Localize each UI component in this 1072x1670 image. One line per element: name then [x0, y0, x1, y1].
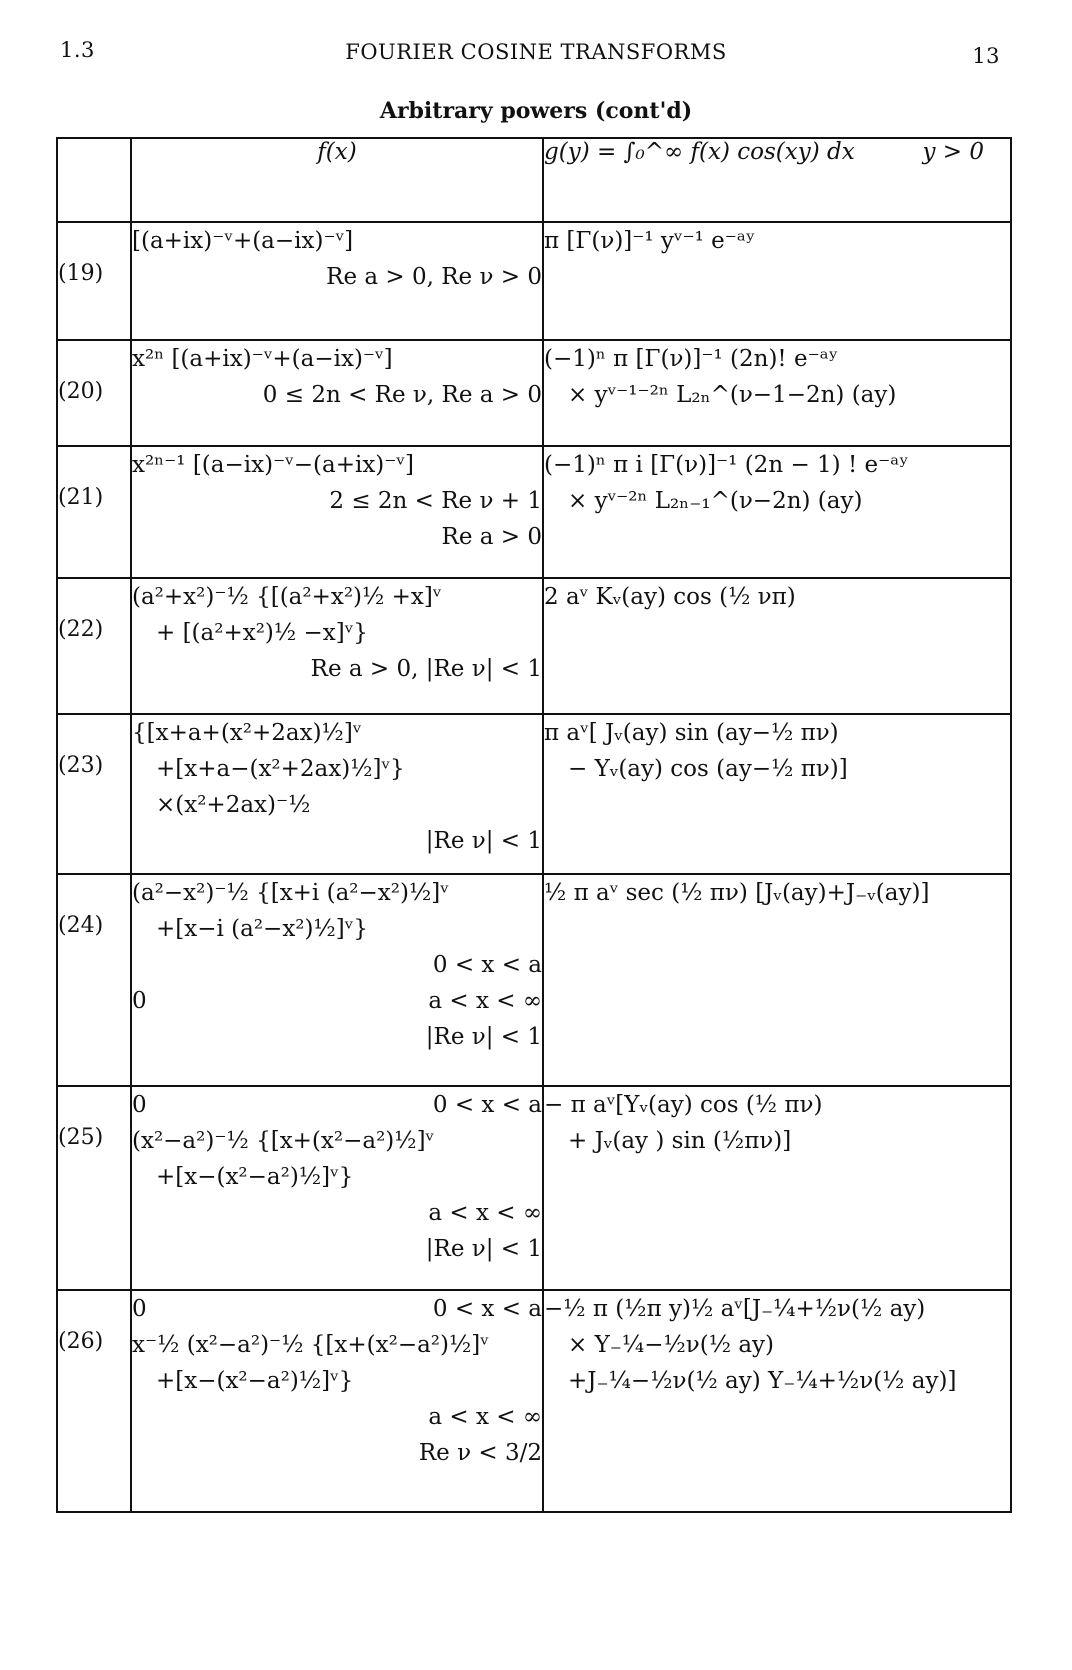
f-expression-line: ×(x²+2ax)⁻½ [156, 792, 311, 818]
g-cell [543, 874, 1011, 1086]
f-cell [131, 1290, 543, 1512]
row-number: (19) [57, 222, 131, 340]
table-subtitle: Arbitrary powers (cont'd) [379, 98, 693, 124]
header-g [543, 138, 1011, 222]
f-cell [131, 1086, 543, 1290]
f-zero-condition: 0 < x < a [432, 1092, 542, 1118]
transform-table [56, 137, 1012, 1513]
g-cell [543, 1086, 1011, 1290]
g-cell [543, 578, 1011, 714]
f-expression-line: [(a+ix)⁻ᵛ+(a−ix)⁻ᵛ] [132, 228, 354, 254]
g-expression-line: (−1)ⁿ π i [Γ(ν)]⁻¹ (2n − 1) ! e⁻ᵃʸ [544, 452, 909, 478]
header-g-formula: g(y) = ∫₀^∞ f(x) cos(xy) dx [544, 139, 855, 165]
f-expression-line: x²ⁿ [(a+ix)⁻ᵛ+(a−ix)⁻ᵛ] [132, 346, 393, 372]
f-cell [131, 874, 543, 1086]
f-expression-line: +[x−(x²−a²)½]ᵛ} [156, 1368, 354, 1394]
f-zero-condition: 0 < x < a [432, 1296, 542, 1322]
f-condition: |Re ν| < 1 [425, 828, 542, 854]
row-number: (23) [57, 714, 131, 874]
f-expression-line: x²ⁿ⁻¹ [(a−ix)⁻ᵛ−(a+ix)⁻ᵛ] [132, 452, 414, 478]
f-zero-value: 0 [132, 988, 147, 1014]
g-expression-line: ½ π aᵛ sec (½ πν) [Jᵥ(ay)+J₋ᵥ(ay)] [544, 880, 930, 906]
f-condition: |Re ν| < 1 [425, 1024, 542, 1050]
f-zero-condition: a < x < ∞ [428, 988, 542, 1014]
f-cell [131, 578, 543, 714]
g-cell [543, 714, 1011, 874]
row-number: (22) [57, 578, 131, 714]
table-row [57, 578, 1011, 714]
f-expression-line: (x²−a²)⁻½ {[x+(x²−a²)½]ᵛ [132, 1128, 435, 1154]
f-zero-value: 0 [132, 1092, 147, 1118]
f-condition: 2 ≤ 2n < Re ν + 1 [329, 488, 542, 514]
row-number: (26) [57, 1290, 131, 1512]
table-row [57, 1290, 1011, 1512]
f-cell [131, 446, 543, 578]
row-number: (25) [57, 1086, 131, 1290]
table-row [57, 446, 1011, 578]
table-header-row [57, 138, 1011, 222]
g-cell [543, 446, 1011, 578]
f-condition: Re a > 0, Re ν > 0 [326, 264, 542, 290]
f-condition: Re ν < 3/2 [418, 1440, 542, 1466]
section-number: 1.3 [60, 38, 95, 62]
row-number: (20) [57, 340, 131, 446]
f-zero-value: 0 [132, 1296, 147, 1322]
f-condition: Re a > 0 [441, 524, 542, 550]
g-expression-line: + Jᵥ(ay ) sin (½πν)] [568, 1128, 792, 1154]
table-row [57, 340, 1011, 446]
g-expression-line: −½ π (½π y)½ aᵛ[J₋¼+½ν(½ ay) [544, 1296, 926, 1322]
g-expression-line: − Yᵥ(ay) cos (ay−½ πν)] [568, 756, 848, 782]
f-condition: Re a > 0, |Re ν| < 1 [310, 656, 542, 682]
f-condition: a < x < ∞ [428, 1200, 542, 1226]
f-piece-zero [132, 983, 542, 1019]
g-expression-line: (−1)ⁿ π [Γ(ν)]⁻¹ (2n)! e⁻ᵃʸ [544, 346, 839, 372]
page-number: 13 [972, 44, 1000, 68]
header-number-cell [57, 138, 131, 222]
f-cell [131, 222, 543, 340]
f-condition: 0 ≤ 2n < Re ν, Re a > 0 [262, 382, 542, 408]
header-f-label: f(x) [317, 139, 357, 165]
g-expression-line: − π aᵛ[Yᵥ(ay) cos (½ πν) [544, 1092, 823, 1118]
g-expression-line: π aᵛ[ Jᵥ(ay) sin (ay−½ πν) [544, 720, 839, 746]
row-number: (24) [57, 874, 131, 1086]
f-expression-line: + [(a²+x²)½ −x]ᵛ} [156, 620, 368, 646]
g-expression-line: × yᵛ⁻¹⁻²ⁿ L₂ₙ^(ν−1−2n) (ay) [568, 382, 897, 408]
g-expression-line: 2 aᵛ Kᵥ(ay) cos (½ νπ) [544, 584, 796, 610]
f-expression-line: +[x−(x²−a²)½]ᵛ} [156, 1164, 354, 1190]
f-cell [131, 714, 543, 874]
g-expression-line: π [Γ(ν)]⁻¹ yᵛ⁻¹ e⁻ᵃʸ [544, 228, 756, 254]
header-f [131, 138, 543, 222]
f-expression-line: +[x−i (a²−x²)½]ᵛ} [156, 916, 368, 942]
table-row [57, 714, 1011, 874]
table-row [57, 874, 1011, 1086]
g-expression-line: +J₋¼−½ν(½ ay) Y₋¼+½ν(½ ay)] [568, 1368, 957, 1394]
table-row [57, 222, 1011, 340]
row-number: (21) [57, 446, 131, 578]
f-expression-line: (a²−x²)⁻½ {[x+i (a²−x²)½]ᵛ [132, 880, 449, 906]
running-title: FOURIER COSINE TRANSFORMS [345, 40, 727, 64]
f-expression-line: +[x+a−(x²+2ax)½]ᵛ} [156, 756, 405, 782]
g-cell [543, 340, 1011, 446]
g-cell [543, 222, 1011, 340]
f-condition: |Re ν| < 1 [425, 1236, 542, 1262]
g-cell [543, 1290, 1011, 1512]
table-row [57, 1086, 1011, 1290]
f-condition: a < x < ∞ [428, 1404, 542, 1430]
f-expression-line: (a²+x²)⁻½ {[(a²+x²)½ +x]ᵛ [132, 584, 442, 610]
f-expression-line: {[x+a+(x²+2ax)½]ᵛ [132, 720, 362, 746]
g-expression-line: × yᵛ⁻²ⁿ L₂ₙ₋₁^(ν−2n) (ay) [568, 488, 863, 514]
header-g-condition: y > 0 [922, 139, 984, 165]
f-cell [131, 340, 543, 446]
f-expression-line: x⁻½ (x²−a²)⁻½ {[x+(x²−a²)½]ᵛ [132, 1332, 489, 1358]
f-piece-zero [132, 1291, 542, 1327]
g-expression-line: × Y₋¼−½ν(½ ay) [568, 1332, 775, 1358]
f-condition: 0 < x < a [432, 952, 542, 978]
f-piece-zero [132, 1087, 542, 1123]
